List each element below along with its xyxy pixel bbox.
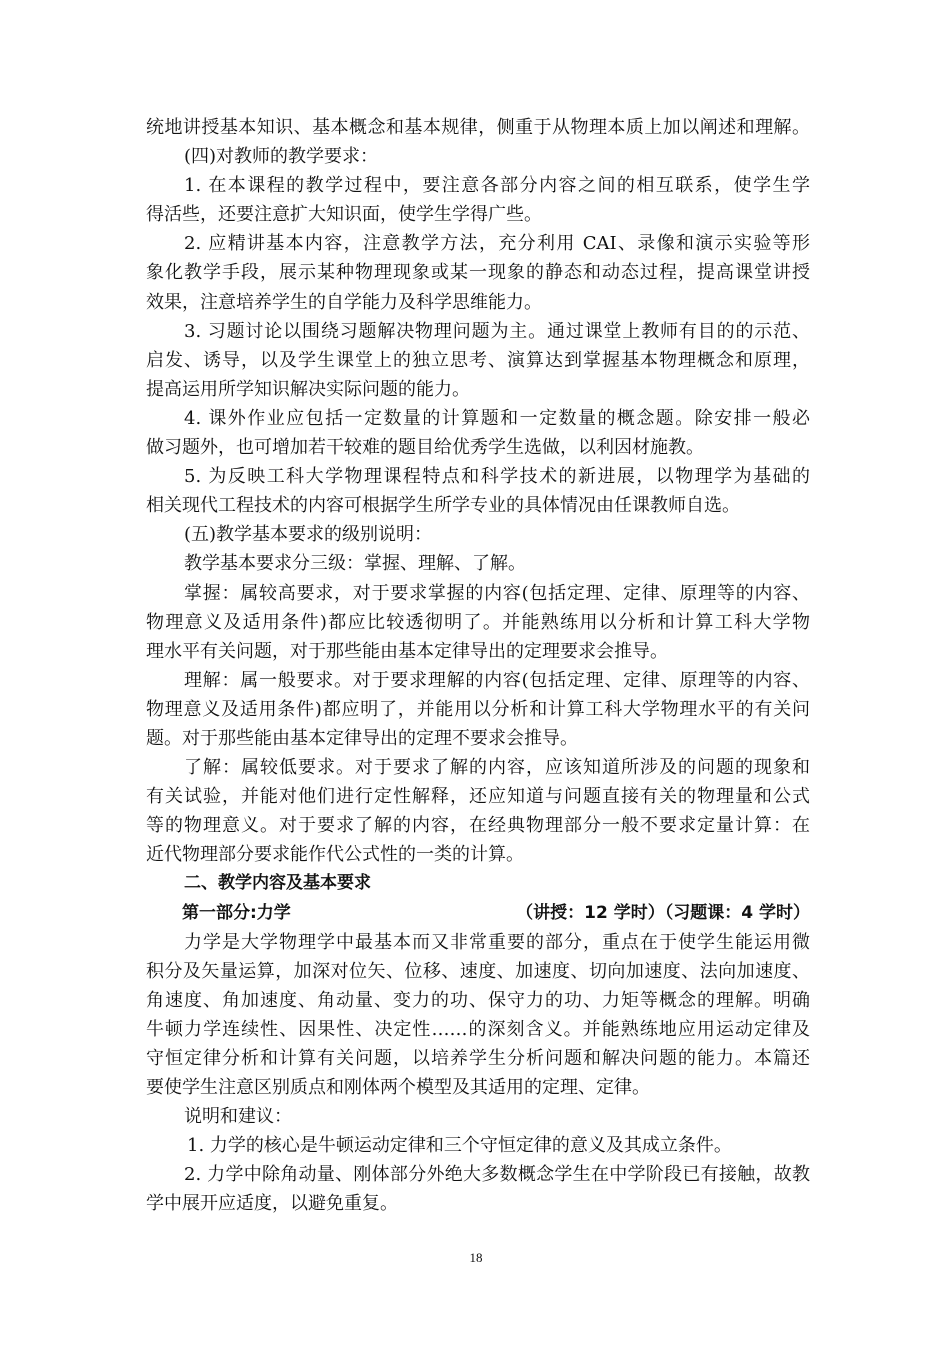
- text-line: 牛顿力学连续性、因果性、决定性……的深刻含义。并能熟练地应用运动定律及: [146, 1018, 810, 1040]
- text-line: 提高运用所学知识解决实际问题的能力。: [146, 378, 470, 400]
- text-line: 象化教学手段，展示某种物理现象或某一现象的静态和动态过程，提高课堂讲授: [146, 262, 810, 284]
- text-line: 近代物理部分要求能作代公式性的一类的计算。: [146, 844, 524, 866]
- text-line: 教学基本要求分三级：掌握、理解、了解。: [184, 553, 526, 575]
- text-line: 理解：属一般要求。对于要求理解的内容(包括定理、定律、原理等的内容、: [184, 669, 810, 691]
- text-line: 要使学生注意区别质点和刚体两个模型及其适用的定理、定律。: [146, 1077, 650, 1099]
- text-line: 启发、诱导，以及学生课堂上的独立思考、演算达到掌握基本物理概念和原理，: [146, 349, 810, 371]
- text-line: 力学是大学物理学中最基本而又非常重要的部分，重点在于使学生能运用微: [184, 931, 810, 953]
- text-line: 2. 应精讲基本内容，注意教学方法，充分利用 CAI、录像和演示实验等形: [184, 233, 810, 255]
- text-line: 物理意义及适用条件)都应比较透彻明了。并能熟练用以分析和计算工科大学物: [146, 611, 810, 633]
- text-line: 4. 课外作业应包括一定数量的计算题和一定数量的概念题。除安排一般必: [184, 407, 810, 429]
- part-heading: [146, 899, 810, 928]
- page-number: 18: [469, 1250, 483, 1265]
- text-line: 理水平有关问题，对于那些能由基本定律导出的定理要求会推导。: [146, 640, 668, 662]
- text-line: 2. 力学中除角动量、刚体部分外绝大多数概念学生在中学阶段已有接触，故教: [184, 1164, 810, 1186]
- text-line: 相关现代工程技术的内容可根据学生所学专业的具体情况由任课教师自选。: [146, 495, 740, 517]
- text-line: 题。对于那些能由基本定律导出的定理不要求会推导。: [146, 727, 578, 749]
- text-line: 角速度、角加速度、角动量、变力的功、保守力的功、力矩等概念的理解。明确: [146, 989, 810, 1011]
- text-line: 1. 力学的核心是牛顿运动定律和三个守恒定律的意义及其成立条件。: [187, 1135, 732, 1157]
- part-hours: （讲授：12 学时）（习题课：4 学时）: [516, 902, 810, 923]
- text-line: 统地讲授基本知识、基本概念和基本规律，侧重于从物理本质上加以阐述和理解。: [146, 117, 810, 138]
- document-body: [146, 113, 810, 1219]
- text-line: 3. 习题讨论以围绕习题解决物理问题为主。通过课堂上教师有目的的示范、: [184, 320, 810, 342]
- text-line: 了解：属较低要求。对于要求了解的内容，应该知道所涉及的问题的现象和: [184, 757, 810, 779]
- part-title: 第一部分:力学: [182, 902, 291, 923]
- text-line: 做习题外，也可增加若干较难的题目给优秀学生选做，以利因材施教。: [146, 437, 704, 459]
- text-line: 守恒定律分析和计算有关问题，以培养学生分析问题和解决问题的能力。本篇还: [146, 1048, 810, 1069]
- section-heading: 二、教学内容及基本要求: [184, 873, 371, 894]
- text-line: 5. 为反映工科大学物理课程特点和科学技术的新进展，以物理学为基础的: [184, 466, 810, 488]
- text-line: 掌握：属较高要求，对于要求掌握的内容(包括定理、定律、原理等的内容、: [184, 582, 810, 604]
- text-line: 1. 在本课程的教学过程中，要注意各部分内容之间的相互联系，使学生学: [184, 175, 810, 197]
- subsection-heading: (四)对教师的教学要求：: [184, 146, 379, 168]
- subsection-heading: (五)教学基本要求的级别说明：: [184, 524, 433, 546]
- text-line: 积分及矢量运算，加深对位矢、位移、速度、加速度、切向加速度、法向加速度、: [146, 960, 810, 982]
- text-line: 物理意义及适用条件)都应明了，并能用以分析和计算工科大学物理水平的有关问: [146, 698, 810, 720]
- text-line: 有关试验，并能对他们进行定性解释，还应知道与问题直接有关的物理量和公式: [146, 786, 810, 808]
- text-line: 学中展开应适度，以避免重复。: [146, 1193, 398, 1215]
- text-line: 效果，注意培养学生的自学能力及科学思维能力。: [146, 291, 542, 313]
- text-line: 得活些，还要注意扩大知识面，使学生学得广些。: [146, 204, 542, 226]
- text-line: 等的物理意义。对于要求了解的内容，在经典物理部分一般不要求定量计算：在: [146, 815, 810, 837]
- subsection-heading: 说明和建议：: [184, 1106, 292, 1128]
